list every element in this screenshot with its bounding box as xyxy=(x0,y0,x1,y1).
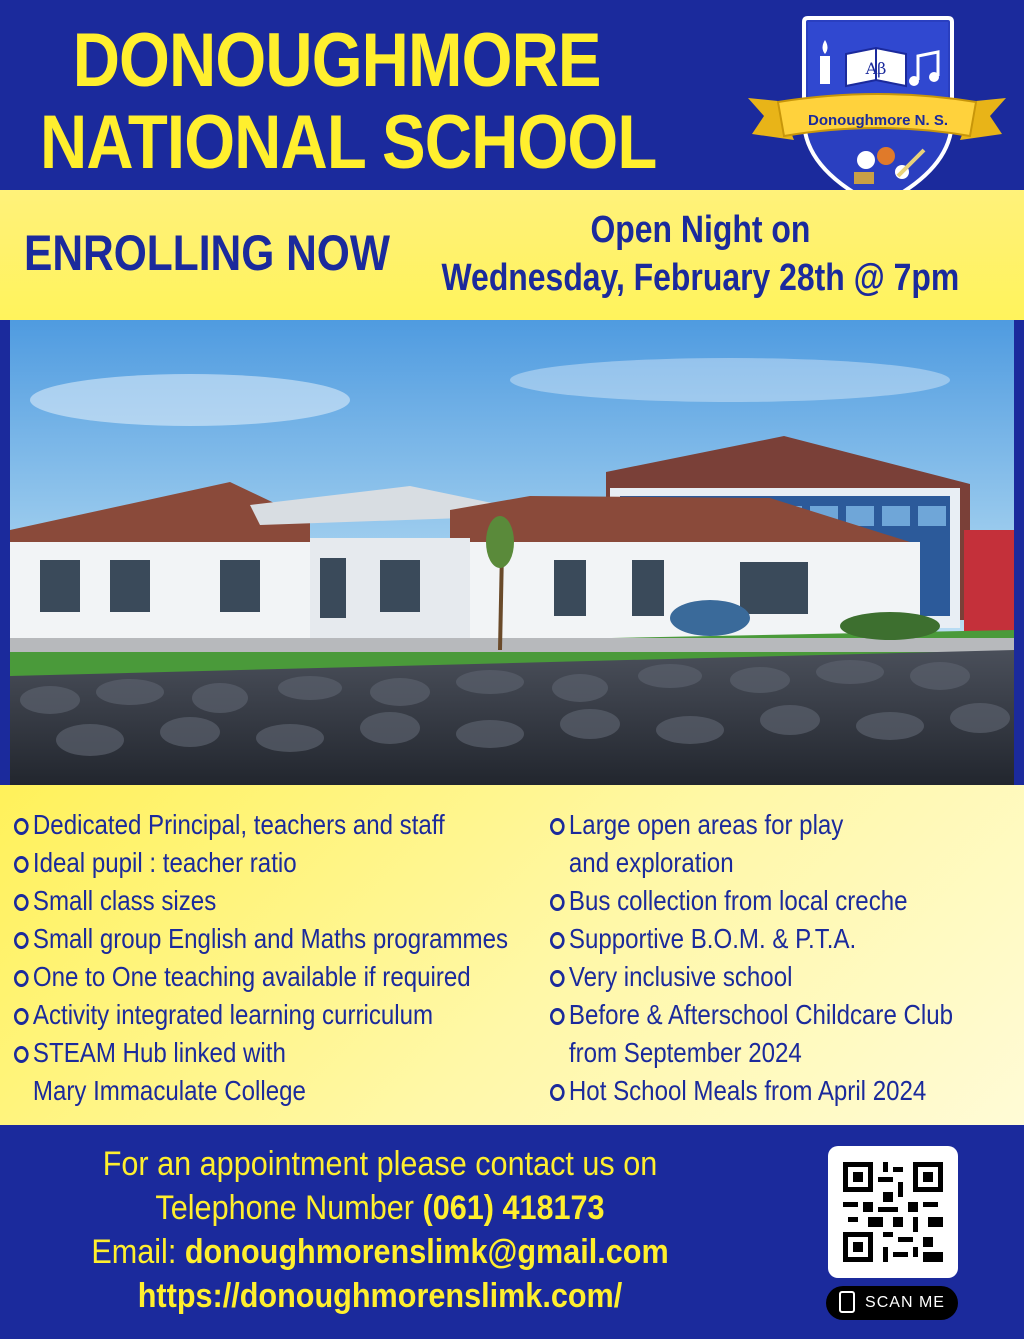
list-item: Small group English and Maths programmes xyxy=(14,920,461,958)
title-line-1: DONOUGHMORE xyxy=(72,18,601,103)
list-item: Bus collection from local creche xyxy=(550,882,954,920)
crest-banner-text: Donoughmore N. S. xyxy=(808,112,948,129)
list-item: Very inclusive school xyxy=(550,958,954,996)
contact-intro: For an appointment please contact us on xyxy=(102,1145,658,1183)
list-item: Small class sizes xyxy=(14,882,461,920)
list-item: Hot School Meals from April 2024 xyxy=(550,1072,954,1110)
contact-info xyxy=(20,1142,740,1318)
qr-code-icon xyxy=(838,1156,948,1268)
list-item: Large open areas for play xyxy=(550,806,954,844)
phone-label: Telephone Number xyxy=(155,1189,423,1227)
list-item: Dedicated Principal, teachers and staff xyxy=(14,806,461,844)
scan-me-badge[interactable] xyxy=(826,1286,958,1320)
open-night xyxy=(440,206,961,302)
list-item: STEAM Hub linked with xyxy=(14,1034,461,1072)
features-right xyxy=(550,806,1020,1110)
list-item-continuation: Mary Immaculate College xyxy=(32,1075,306,1106)
phone-number[interactable]: (061) 418173 xyxy=(422,1189,605,1227)
bullet-icon xyxy=(14,818,29,835)
website-link[interactable]: https://donoughmorenslimk.com/ xyxy=(137,1277,623,1315)
bullet-icon xyxy=(550,1008,565,1025)
email-row xyxy=(56,1230,704,1274)
open-night-line-1: Open Night on xyxy=(590,209,811,251)
crest-book-text: Aβ xyxy=(865,59,887,78)
email-link[interactable]: donoughmorenslimk@gmail.com xyxy=(184,1233,669,1271)
bullet-icon xyxy=(550,1084,565,1101)
bullet-icon xyxy=(550,970,565,987)
list-item-continuation: from September 2024 xyxy=(568,1037,802,1068)
phone-row xyxy=(56,1186,704,1230)
list-item-continuation: and exploration xyxy=(568,847,734,878)
bullet-icon xyxy=(550,894,565,911)
bullet-icon xyxy=(14,932,29,949)
bullet-icon xyxy=(14,1046,29,1063)
qr-code[interactable] xyxy=(828,1146,958,1278)
bullet-icon xyxy=(550,932,565,949)
bullet-icon xyxy=(14,894,29,911)
list-item: Activity integrated learning curriculum xyxy=(14,996,461,1034)
bullet-icon xyxy=(14,1008,29,1025)
list-item: Ideal pupil : teacher ratio xyxy=(14,844,461,882)
school-crest-icon xyxy=(748,10,1006,210)
website-row xyxy=(56,1274,704,1318)
email-label: Email: xyxy=(91,1233,185,1271)
bullet-icon xyxy=(550,818,565,835)
school-title xyxy=(40,18,657,185)
features-left xyxy=(14,806,534,1110)
enrolling-now: ENROLLING NOW xyxy=(24,225,390,281)
bullet-icon xyxy=(14,970,29,987)
scan-me-label: SCAN ME xyxy=(865,1294,945,1311)
bullet-icon xyxy=(14,856,29,873)
title-line-2: NATIONAL SCHOOL xyxy=(40,100,657,185)
list-item: Supportive B.O.M. & P.T.A. xyxy=(550,920,954,958)
open-night-line-2: Wednesday, February 28th @ 7pm xyxy=(441,257,960,299)
list-item: Before & Afterschool Childcare Club xyxy=(550,996,954,1034)
school-building-photo xyxy=(10,320,1014,785)
phone-icon xyxy=(839,1291,855,1313)
list-item: One to One teaching available if required xyxy=(14,958,461,996)
